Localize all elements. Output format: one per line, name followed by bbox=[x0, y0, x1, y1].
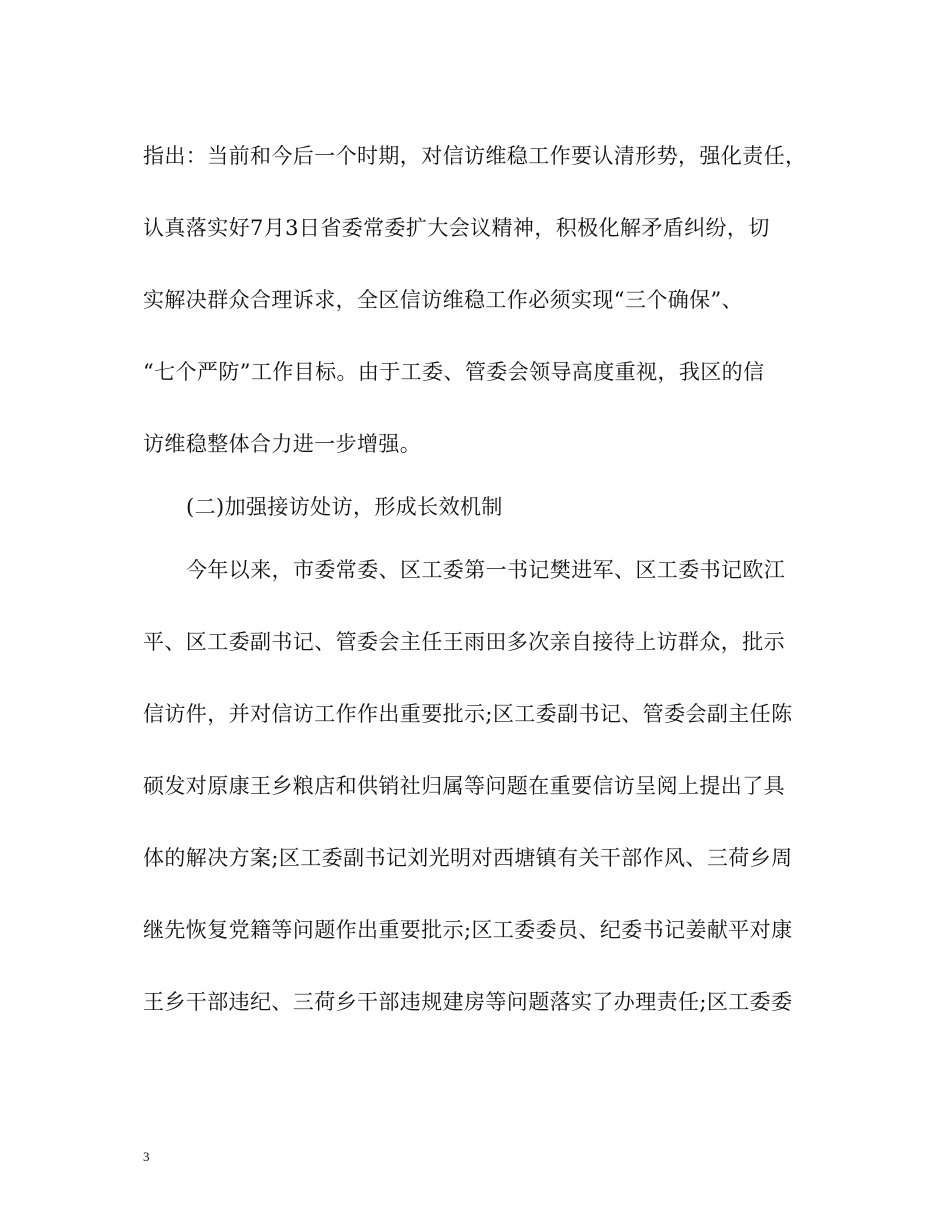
paragraph-line: 王乡干部违纪、三荷乡干部违规建房等问题落实了办理责任;区工委委 bbox=[143, 990, 793, 1014]
paragraph-line: 指出：当前和今后一个时期，对信访维稳工作要认清形势，强化责任， bbox=[143, 144, 807, 168]
paragraph-line: 硕发对原康王乡粮店和供销社归属等问题在重要信访呈阅上提出了具 bbox=[143, 774, 785, 798]
paragraph-line: 信访件，并对信访工作作出重要批示;区工委副书记、管委会副主任陈 bbox=[143, 702, 793, 726]
page-number: 3 bbox=[143, 1149, 150, 1164]
section-heading: (二)加强接访处访，形成长效机制 bbox=[186, 495, 503, 519]
paragraph-line: 访维稳整体合力进一步增强。 bbox=[143, 432, 422, 456]
paragraph-line: 认真落实好7月3日省委常委扩大会议精神，积极化解矛盾纠纷，切 bbox=[143, 216, 770, 240]
paragraph-line: 继先恢复党籍等问题作出重要批示;区工委委员、纪委书记姜献平对康 bbox=[143, 918, 793, 942]
paragraph-line: 实解决群众合理诉求，全区信访维稳工作必须实现“三个确保”、 bbox=[143, 288, 744, 312]
paragraph-line: “七个严防”工作目标。由于工委、管委会领导高度重视，我区的信 bbox=[143, 360, 765, 384]
paragraph-line: 平、区工委副书记、管委会主任王雨田多次亲自接待上访群众，批示 bbox=[143, 630, 785, 654]
paragraph-line: 体的解决方案;区工委副书记刘光明对西塘镇有关干部作风、三荷乡周 bbox=[143, 846, 793, 870]
paragraph-line: 今年以来，市委常委、区工委第一书记樊进军、区工委书记欧江 bbox=[186, 558, 786, 582]
